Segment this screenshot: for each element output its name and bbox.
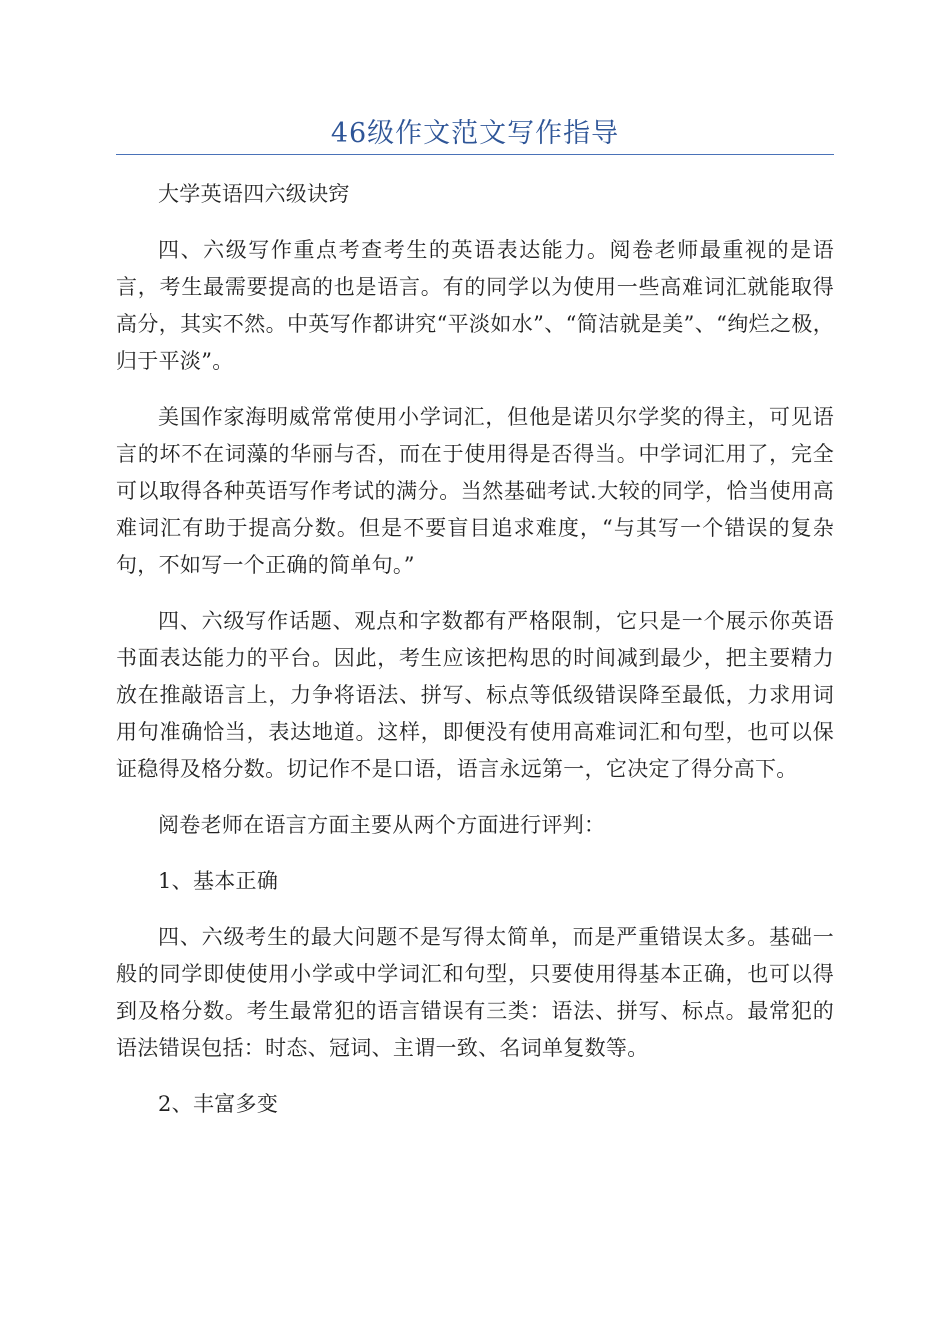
paragraph: 四、六级写作话题、观点和字数都有严格限制，它只是一个展示你英语书面表达能力的平台。因此，考生应该把构思的时间减到最少，把主要精力放在推敲语言上，力争将语法、拼写、标点等低级错误降至最低，力求用词用句准确恰当，表达地道。这样，即便没有使用高难词汇和句型，也可以保证稳得及格分数。切记作不是口语，语言永远第一，它决定了得分高下。 — [116, 609, 834, 781]
paragraph: 美国作家海明威常常使用小学词汇，但他是诺贝尔学奖的得主，可见语言的坏不在词藻的华丽与否，而在于使用得是否得当。中学词汇用了，完全可以取得各种英语写作考试的满分。当然基础考试.大较的同学，恰当使用高难词汇有助于提高分数。但是不要盲目追求难度，“与其写一个错误的复杂句，不如写一个正确的简单句。” — [116, 405, 834, 577]
section-heading: 2、丰富多变 — [158, 1092, 279, 1116]
paragraph-subtitle: 大学英语四六级诀窍 — [158, 182, 350, 206]
title-underline — [116, 154, 834, 155]
document-title: 46级作文范文写作指导 — [330, 118, 620, 149]
paragraph: 四、六级写作重点考查考生的英语表达能力。阅卷老师最重视的是语言，考生最需要提高的也是语言。有的同学以为使用一些高难词汇就能取得高分，其实不然。中英写作都讲究“平淡如水”、“简洁就是美”、“绚烂之极，归于平淡”。 — [116, 238, 834, 373]
paragraph: 四、六级考生的最大问题不是写得太简单，而是严重错误太多。基础一般的同学即使使用小学或中学词汇和句型，只要使用得基本正确，也可以得到及格分数。考生最常犯的语言错误有三类：语法、拼写、标点。最常犯的语法错误包括：时态、冠词、主谓一致、名词单复数等。 — [116, 925, 834, 1060]
section-heading: 1、基本正确 — [158, 869, 279, 893]
paragraph: 阅卷老师在语言方面主要从两个方面进行评判： — [158, 813, 606, 837]
document-body — [116, 176, 834, 1142]
